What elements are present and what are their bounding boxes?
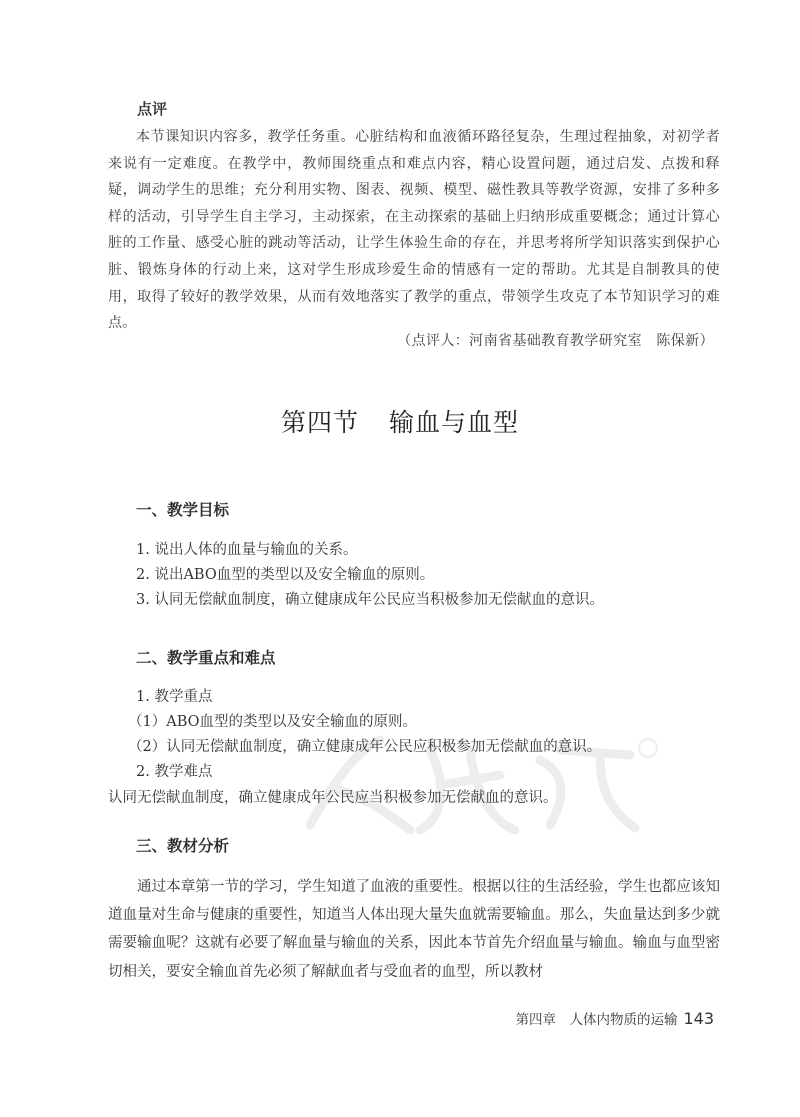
objective-item: 1. 说出人体的血量与输血的关系。 bbox=[136, 542, 358, 558]
footer-chapter: 第四章 人体内物质的运输 bbox=[515, 1012, 678, 1028]
key-points-heading: 二、教学重点和难点 bbox=[136, 649, 276, 667]
difficulty-label: 2. 教学难点 bbox=[136, 764, 213, 780]
objective-item: 2. 说出ABO血型的类型以及安全输血的原则。 bbox=[136, 567, 435, 583]
focus-item: （1）ABO血型的类型以及安全输血的原则。 bbox=[128, 714, 418, 730]
difficulty-text: 认同无偿献血制度，确立健康成年公民应当积极参加无偿献血的意识。 bbox=[108, 790, 558, 806]
section-name: 输血与血型 bbox=[389, 408, 520, 437]
analysis-body: 通过本章第一节的学习，学生知道了血液的重要性。根据以往的生活经验，学生也都应该知道血量对生命与健康的重要性，知道当人体出现大量失血就需要输血。那么，失血量达到多少就需要输血呢？这就有必要了解血量与输血的关系，因此本节首先介绍血量与输血。输血与血型密切相关，要安全输血首先必须了解献血者与受血者的血型，所以教材 bbox=[108, 879, 720, 980]
section-title bbox=[0, 403, 800, 439]
objective-item: 3. 认同无偿献血制度，确立健康成年公民应当积极参加无偿献血的意识。 bbox=[136, 592, 604, 608]
comment-attribution: （点评人：河南省基础教育教学研究室 陈保新） bbox=[397, 333, 714, 349]
comment-body: 本节课知识内容多，教学任务重。心脏结构和血液循环路径复杂，生理过程抽象，对初学者来说有一定难度。在教学中，教师围绕重点和难点内容，精心设置问题，通过启发、点拨和释疑，调动学生的思维；充分利用实物、图表、视频、模型、磁性教具等教学资源，安排了多种多样的活动，引导学生自主学习，主动探索，在主动探索的基础上归纳形成重要概念；通过计算心脏的工作量、感受心脏的跳动等活动，让学生体验生命的存在，并思考将所学知识落实到保护心脏、锻炼身体的行动上来，这对学生形成珍爱生命的情感有一定的帮助。尤其是自制教具的使用，取得了较好的教学效果，从而有效地落实了教学的重点，带领学生攻克了本节知识学习的难点。 bbox=[108, 129, 720, 332]
objectives-heading: 一、教学目标 bbox=[136, 501, 230, 519]
comment-heading: 点评 bbox=[137, 100, 168, 118]
section-number: 第四节 bbox=[280, 408, 359, 437]
analysis-heading: 三、教材分析 bbox=[136, 837, 230, 855]
page-footer bbox=[515, 1008, 714, 1028]
focus-item: （2）认同无偿献血制度，确立健康成年公民应积极参加无偿献血的意识。 bbox=[128, 739, 602, 755]
focus-label: 1. 教学重点 bbox=[136, 689, 213, 705]
page-number: 143 bbox=[683, 1009, 714, 1028]
